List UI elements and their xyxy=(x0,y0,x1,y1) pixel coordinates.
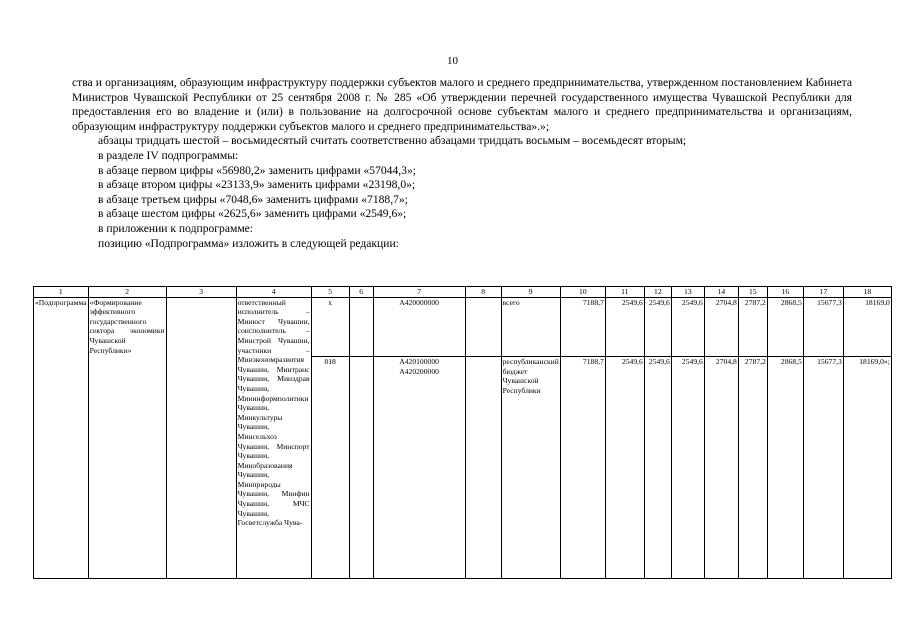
col-header: 3 xyxy=(166,287,236,298)
subprogram-table xyxy=(33,286,892,579)
col-header: 7 xyxy=(373,287,465,298)
value-cell: 2704,8 xyxy=(704,357,738,578)
value-cell: 2549,6 xyxy=(644,297,671,357)
value-cell: 7188,7 xyxy=(560,357,605,578)
paragraph: абзацы тридцать шестой – восьмидесятый считать соответственно абзацами тридцать восьмым – восемьдесят вторым; xyxy=(98,134,687,148)
col-header: 5 xyxy=(311,287,349,298)
paragraph: в абзаце первом цифры «56980,2» заменить цифрами «57044,3»; xyxy=(98,163,416,177)
col-header: 10 xyxy=(560,287,605,298)
col-header: 17 xyxy=(803,287,843,298)
empty-cell xyxy=(465,297,501,357)
paragraph: в абзаце третьем цифры «7048,6» заменить цифрами «7188,7»; xyxy=(98,192,408,206)
value-cell: 2868,5 xyxy=(767,357,803,578)
value-cell: 7188,7 xyxy=(560,297,605,357)
col-header: 18 xyxy=(843,287,891,298)
csr-cell: А420000000 xyxy=(373,297,465,357)
paragraph: в абзаце втором цифры «23133,9» заменить цифрами «23198,0»; xyxy=(98,178,416,192)
col-header: 15 xyxy=(738,287,767,298)
csr-code: А420200000 xyxy=(399,366,439,376)
paragraph: ства и организациям, образующим инфраструктуру поддержки субъектов малого и среднего предпринимательства, утвержденном постановлением Кабинета Министров Чувашской Республики от 25 сентября 2008 г. № 285 «Об утверждении перечней государственного имущества Чувашской Республики для предоставления его во владение и (или) в пользование на долгосрочной основе субъектам малого и среднего предпринимательства и организациям, образующим инфраструктуру поддержки субъектов малого и среднего предпринимательства».»; xyxy=(72,76,852,133)
source-cell: республиканский бюджет Чувашской Республики xyxy=(501,357,560,578)
col-header: 11 xyxy=(605,287,644,298)
empty-cell xyxy=(465,357,501,578)
col-header: 9 xyxy=(501,287,560,298)
paragraph: в разделе IV подпрограммы: xyxy=(98,148,239,162)
value-cell: 2704,8 xyxy=(704,297,738,357)
col-header: 1 xyxy=(34,287,89,298)
col-header: 13 xyxy=(671,287,704,298)
value-cell: 2549,6 xyxy=(671,297,704,357)
csr-code: А420100000 xyxy=(399,357,439,367)
col-header: 4 xyxy=(236,287,311,298)
page-number: 10 xyxy=(447,55,458,67)
value-cell: 2787,2 xyxy=(738,297,767,357)
value-cell: 2787,2 xyxy=(738,357,767,578)
csr-cell xyxy=(373,357,465,578)
document-body xyxy=(72,76,852,251)
col-header: 8 xyxy=(465,287,501,298)
table-row xyxy=(34,297,892,357)
value-cell: 2868,5 xyxy=(767,297,803,357)
subprogram-cell: «Подпрограмма xyxy=(34,297,89,578)
grbs-cell: х xyxy=(311,297,349,357)
empty-cell xyxy=(349,357,373,578)
value-cell: 15677,3 xyxy=(803,297,843,357)
grbs-cell: 818 xyxy=(311,357,349,578)
paragraph: в абзаце шестом цифры «2625,6» заменить цифрами «2549,6»; xyxy=(98,207,407,221)
table-header-row xyxy=(34,287,892,298)
executor-cell: ответственный исполнитель – Минюст Чувашии, соисполнитель – Минстрой Чувашии, участники – Минэкономразвития Чувашии, Минтранс Чувашии, Минздрав Чувашии, Мининформполитики Чувашии, Минкультуры Чувашии, Минсельхоз Чувашии, Минспорт Чувашии, Минобразования Чувашии, Минприроды Чувашии, Минфин Чувашии, МЧС Чувашии, Госветслужба Чува- xyxy=(236,297,311,578)
value-cell: 2549,6 xyxy=(671,357,704,578)
col-header: 12 xyxy=(644,287,671,298)
empty-cell xyxy=(166,297,236,578)
paragraph: позицию «Подпрограмма» изложить в следующей редакции: xyxy=(98,236,399,250)
col-header: 6 xyxy=(349,287,373,298)
source-cell: всего xyxy=(501,297,560,357)
value-cell: 2549,6 xyxy=(605,357,644,578)
empty-cell xyxy=(349,297,373,357)
col-header: 14 xyxy=(704,287,738,298)
value-cell: 18169,0»; xyxy=(843,357,891,578)
col-header: 16 xyxy=(767,287,803,298)
value-cell: 15677,3 xyxy=(803,357,843,578)
paragraph: в приложении к подпрограмме: xyxy=(98,221,254,235)
col-header: 2 xyxy=(88,287,166,298)
value-cell: 2549,6 xyxy=(644,357,671,578)
value-cell: 2549,6 xyxy=(605,297,644,357)
subprogram-name-cell: «Формирование эффективного государственного сектора экономики Чувашской Республики» xyxy=(88,297,166,578)
value-cell: 18169,0 xyxy=(843,297,891,357)
